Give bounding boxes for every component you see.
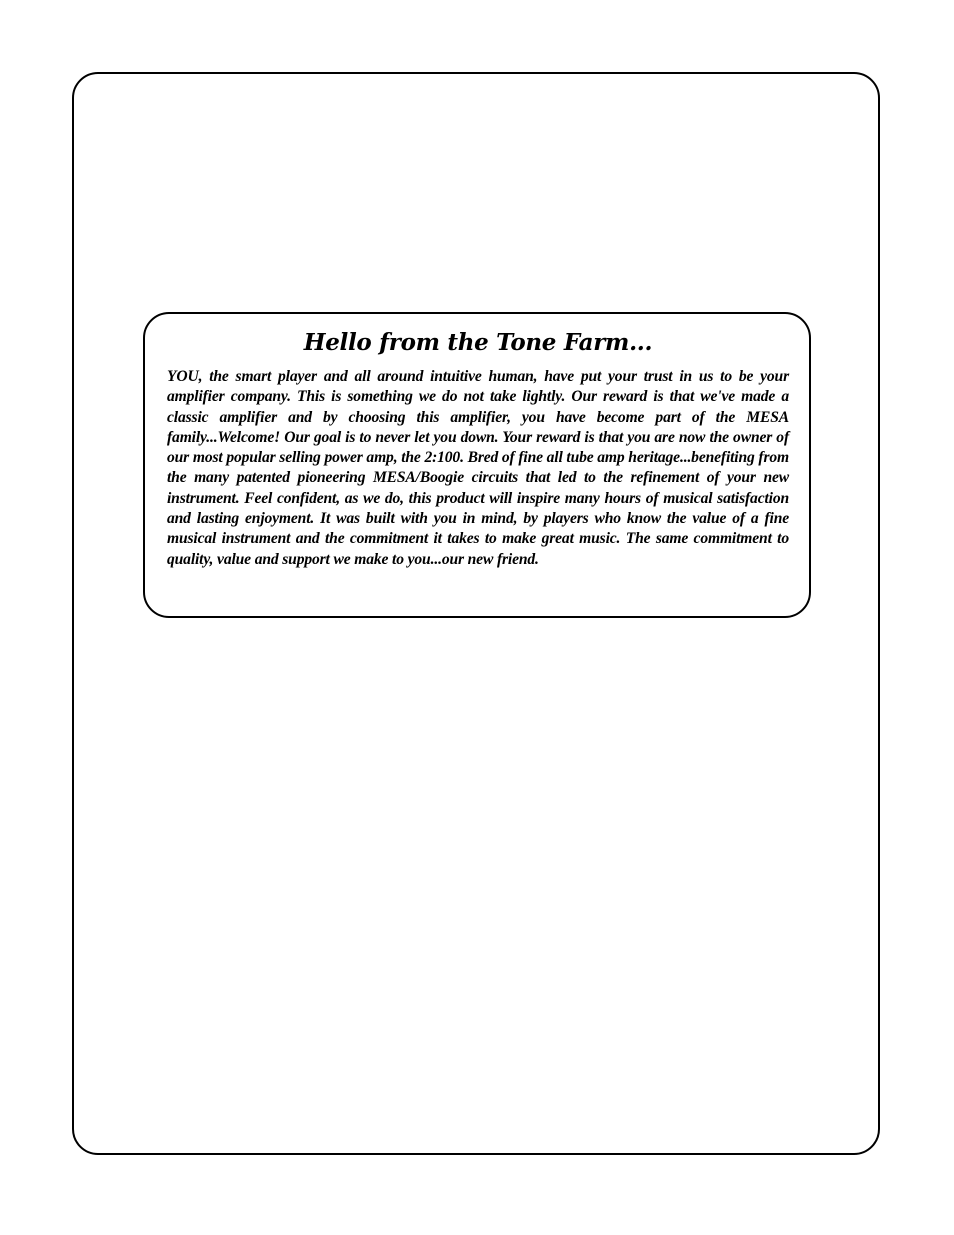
welcome-title: Hello from the Tone Farm... xyxy=(303,329,653,356)
welcome-body-text: YOU, the smart player and all around intuitive human, have put your trust in us to be your amplifier company. This is something we do not take lightly. Our reward is that we've made a classic amplifier and by choosing this amplifier, you have become part of the MESA family...Welcome! Our goal is to never let you down. Your reward is that you are now the owner of our most popular selling power amp, the 2:100. Bred of fine all tube amp heritage...benefiting from the many patented pioneering MESA/Boogie circuits that led to the refinement of your new instrument. Feel confident, as we do, this product will inspire many hours of musical satisfaction and lasting enjoyment. It was built with you in mind, by players who know the value of a fine musical instrument and the commitment it takes to make great music. The same commitment to quality, value and support we make to you...our new friend. xyxy=(167,368,789,568)
welcome-message-box xyxy=(143,312,811,618)
